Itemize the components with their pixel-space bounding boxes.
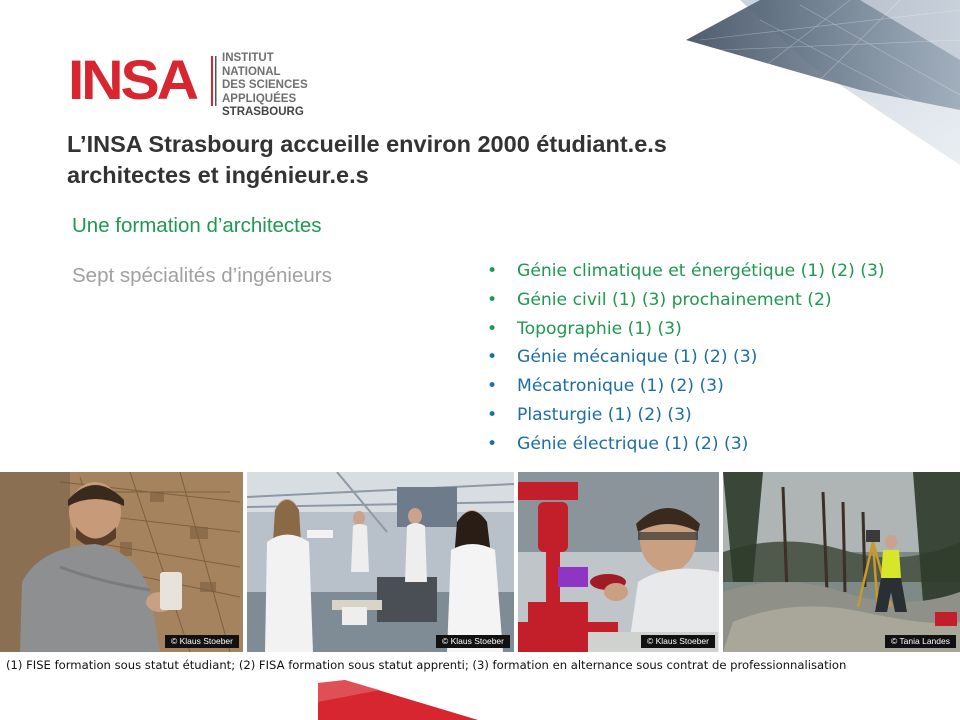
photo-credit: © Klaus Stoeber bbox=[641, 635, 715, 648]
photo-architecture-student bbox=[0, 472, 243, 652]
specialties-list bbox=[487, 257, 885, 459]
photo-credit: © Klaus Stoeber bbox=[436, 635, 510, 648]
logo-line: DES SCIENCES bbox=[222, 79, 308, 91]
logo-institution-name bbox=[222, 52, 328, 120]
decorative-bottom-band bbox=[0, 680, 960, 720]
specialty-item bbox=[487, 315, 885, 344]
bullet-icon: • bbox=[487, 404, 498, 425]
specialty-label: Génie électrique (1) (2) (3) bbox=[517, 433, 749, 454]
title-line-1: L’INSA Strasbourg accueille environ 2000 étudiant.e.s bbox=[67, 131, 667, 157]
specialty-label: Plasturgie (1) (2) (3) bbox=[517, 404, 692, 425]
engineers-subtitle: Sept spécialités d’ingénieurs bbox=[72, 264, 332, 287]
specialty-label: Mécatronique (1) (2) (3) bbox=[517, 376, 724, 397]
page-title bbox=[67, 129, 827, 191]
forest-photo-image bbox=[723, 472, 960, 652]
architects-subtitle: Une formation d’architectes bbox=[72, 214, 322, 237]
bullet-icon: • bbox=[487, 347, 498, 368]
architecture-photo-image bbox=[0, 472, 243, 652]
bullet-icon: • bbox=[487, 289, 498, 310]
specialty-label: Génie civil (1) (3) prochainement (2) bbox=[517, 289, 832, 310]
specialty-item bbox=[487, 401, 885, 430]
bullet-icon: • bbox=[487, 433, 498, 454]
logo-line: STRASBOURG bbox=[222, 106, 304, 118]
mechanics-photo-image bbox=[518, 472, 719, 652]
bullet-icon: • bbox=[487, 376, 498, 397]
specialty-item bbox=[487, 343, 885, 372]
specialty-label: Topographie (1) (3) bbox=[517, 318, 682, 339]
photo-credit: © Tania Landes bbox=[885, 635, 956, 648]
title-line-2: architectes et ingénieur.e.s bbox=[67, 162, 369, 188]
footnote: (1) FISE formation sous statut étudiant; (2) FISA formation sous statut apprenti; (3) formation en alternance sous contrat de professionnalisation bbox=[6, 658, 847, 672]
photo-credit: © Klaus Stoeber bbox=[165, 635, 239, 648]
photo-lab-students bbox=[247, 472, 514, 652]
specialty-label: Génie climatique et énergétique (1) (2) (3) bbox=[517, 261, 885, 281]
specialty-item bbox=[487, 286, 885, 315]
logo-separator-icon bbox=[210, 56, 218, 106]
insa-logo-word: INSA bbox=[68, 48, 196, 111]
bullet-icon: • bbox=[487, 261, 498, 281]
specialty-item bbox=[487, 257, 885, 286]
photo-topography-forest bbox=[723, 472, 960, 652]
insa-logo bbox=[68, 48, 328, 118]
photo-strip bbox=[0, 472, 960, 652]
logo-line: APPLIQUÉES bbox=[222, 92, 297, 105]
bullet-icon: • bbox=[487, 318, 498, 339]
specialty-item bbox=[487, 430, 885, 459]
specialty-label: Génie mécanique (1) (2) (3) bbox=[517, 347, 758, 368]
logo-line: INSTITUT NATIONAL bbox=[222, 52, 281, 78]
lab-photo-image bbox=[247, 472, 514, 652]
photo-mechanics-student bbox=[518, 472, 719, 652]
specialty-item bbox=[487, 372, 885, 401]
